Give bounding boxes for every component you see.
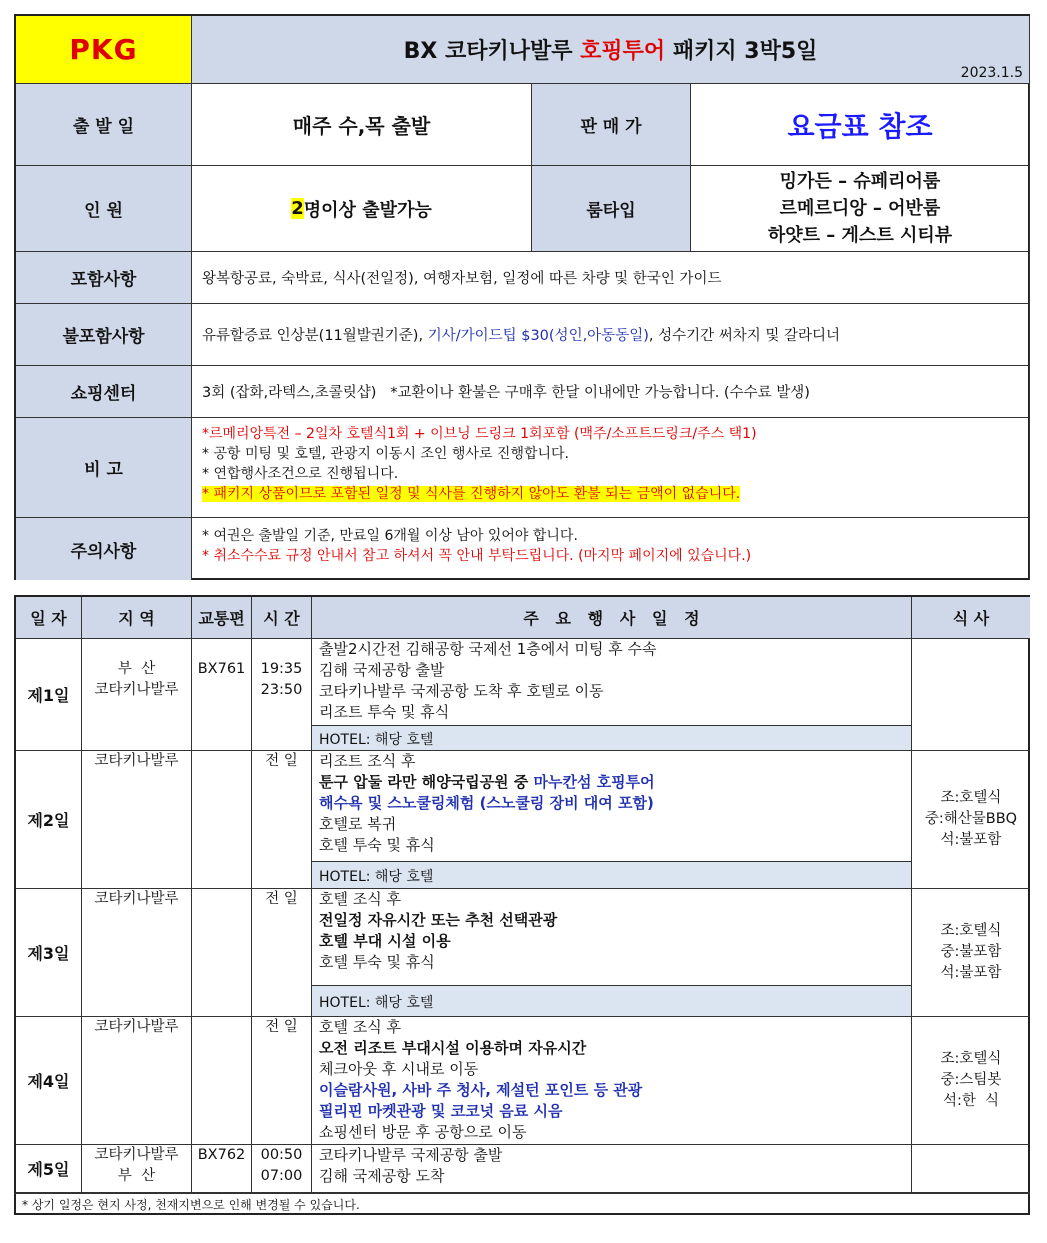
- day-meals: [912, 1145, 1030, 1193]
- day-itinerary: [312, 889, 912, 1017]
- itinerary-line: 툰구 압둘 라만 해양국립공원 중 마누칸섬 호핑투어: [319, 773, 655, 791]
- itinerary-line: 호텔로 복귀: [319, 815, 397, 833]
- day-flight: BX761: [192, 639, 252, 751]
- day-flight: BX762: [192, 1145, 252, 1193]
- itinerary-line: 오전 리조트 부대시설 이용하며 자유시간: [319, 1039, 587, 1057]
- day-itinerary: [312, 751, 912, 889]
- shopping-label: 쇼핑센터: [16, 366, 192, 418]
- itinerary-line: 호텔 투숙 및 휴식: [319, 836, 435, 854]
- day-time: 전 일: [252, 751, 312, 889]
- day-time: 19:35 23:50: [252, 639, 312, 751]
- day-region: 코타키나발루 부 산: [82, 1145, 192, 1193]
- room-type-item: 밍가든 – 슈페리어룸: [779, 171, 941, 192]
- day-time: 전 일: [252, 1017, 312, 1145]
- shopping-value: 3회 (잡화,라텍스,초콜릿샵) *교환이나 환불은 구매후 한달 이내에만 가능합니다. (수수료 발생): [192, 366, 1030, 418]
- itinerary-line: 호텔 투숙 및 휴식: [319, 953, 435, 971]
- col-header-time: 시 간: [252, 597, 312, 639]
- day-flight: [192, 1017, 252, 1145]
- day-itinerary: [312, 1145, 912, 1193]
- departure-label: 출 발 일: [16, 84, 192, 166]
- itinerary-line: 이슬람사원, 사바 주 청사, 제설턴 포인트 등 관광: [319, 1081, 643, 1099]
- hotel-row: HOTEL: 해당 호텔: [312, 861, 911, 889]
- day-meals: 조:호텔식 중:스팀봇 석:한 식: [912, 1017, 1030, 1145]
- itinerary-line: 김해 국제공항 출발: [319, 661, 445, 679]
- day-itinerary: [312, 1017, 912, 1145]
- price-value: 요금표 참조: [691, 84, 1030, 166]
- col-header-day: 일 자: [16, 597, 82, 639]
- hotel-row: HOTEL: 해당 호텔: [312, 985, 911, 1017]
- day-time: 00:50 07:00: [252, 1145, 312, 1193]
- departure-value: 매주 수,목 출발: [192, 84, 532, 166]
- people-label: 인 원: [16, 166, 192, 252]
- hotel-row: HOTEL: 해당 호텔: [312, 725, 911, 751]
- itinerary-line: 필리핀 마켓관광 및 코코넛 음료 시음: [319, 1102, 563, 1120]
- day-region: 코타키나발루: [82, 1017, 192, 1145]
- schedule-table: [14, 595, 1030, 1215]
- note-value: [192, 418, 1030, 518]
- note-line: * 공항 미팅 및 호텔, 관광지 이동시 조인 행사로 진행합니다.: [202, 446, 570, 462]
- note-line: * 패키지 상품이므로 포함된 일정 및 식사를 진행하지 않아도 환불 되는 금액이 없습니다.: [202, 486, 741, 502]
- day-time: 전 일: [252, 889, 312, 1017]
- itinerary-line: 코타키나발루 국제공항 출발: [319, 1146, 503, 1164]
- room-label: 룸타입: [532, 166, 691, 252]
- document-date: 2023.1.5: [960, 65, 1023, 81]
- itinerary-line: 호텔 부대 시설 이용: [319, 932, 451, 950]
- people-value: 2 명이상 출발가능: [192, 166, 532, 252]
- day-flight: [192, 751, 252, 889]
- itinerary-line: 쇼핑센터 방문 후 공항으로 이동: [319, 1123, 527, 1141]
- itinerary-line: 해수욕 및 스노쿨링체험 (스노쿨링 장비 대여 포함): [319, 794, 654, 812]
- day-itinerary: [312, 639, 912, 751]
- day-region: 코타키나발루: [82, 889, 192, 1017]
- itinerary-line: 전일정 자유시간 또는 추천 선택관광: [319, 911, 558, 929]
- itinerary-line: 김해 국제공항 도착: [319, 1167, 445, 1185]
- room-types: [691, 166, 1030, 252]
- col-header-flight: 교통편: [192, 597, 252, 639]
- itinerary-line: 출발2시간전 김해공항 국제선 1층에서 미팅 후 수속: [319, 640, 657, 658]
- itinerary-line: 호텔 조식 후: [319, 890, 401, 908]
- note-label: 비 고: [16, 418, 192, 518]
- package-title: BX 코타키나발루 호핑투어 패키지 3박5일 2023.1.5: [192, 16, 1030, 84]
- itinerary-line: 호텔 조식 후: [319, 1018, 401, 1036]
- caution-value: [192, 518, 1030, 580]
- note-line: * 연합행사조건으로 진행됩니다.: [202, 466, 399, 482]
- note-line: *르메리앙특전 – 2일차 호텔식1회 + 이브닝 드링크 1회포함 (맥주/소프트드링크/주스 택1): [202, 426, 757, 442]
- day-meals: 조:호텔식 중:불포함 석:불포함: [912, 889, 1030, 1017]
- day-label: 제1일: [16, 639, 82, 751]
- exclude-label: 불포함사항: [16, 304, 192, 366]
- price-label: 판 매 가: [532, 84, 691, 166]
- room-type-item: 르메르디앙 – 어반룸: [779, 198, 941, 219]
- day-label: 제3일: [16, 889, 82, 1017]
- pkg-badge: PKG: [16, 16, 192, 84]
- day-label: 제2일: [16, 751, 82, 889]
- caution-line: * 여권은 출발일 기준, 만료일 6개월 이상 남아 있어야 합니다.: [202, 528, 578, 544]
- day-region: 코타키나발루: [82, 751, 192, 889]
- include-value: 왕복항공료, 숙박료, 식사(전일정), 여행자보험, 일정에 따른 차량 및 한국인 가이드: [192, 252, 1030, 304]
- package-info-table: [14, 14, 1030, 580]
- day-meals: [912, 639, 1030, 751]
- itinerary-line: 리조트 투숙 및 휴식: [319, 703, 450, 721]
- col-header-region: 지 역: [82, 597, 192, 639]
- day-region: 부 산 코타키나발루: [82, 639, 192, 751]
- itinerary-line: 리조트 조식 후: [319, 752, 416, 770]
- day-label: 제4일: [16, 1017, 82, 1145]
- itinerary-line: 코타키나발루 국제공항 도착 후 호텔로 이동: [319, 682, 604, 700]
- col-header-meals: 식 사: [912, 597, 1030, 639]
- day-flight: [192, 889, 252, 1017]
- include-label: 포함사항: [16, 252, 192, 304]
- day-label: 제5일: [16, 1145, 82, 1193]
- col-header-itinerary: 주 요 행 사 일 정: [312, 597, 912, 639]
- schedule-footnote: * 상기 일정은 현지 사정, 천재지변으로 인해 변경될 수 있습니다.: [14, 1193, 1030, 1215]
- day-meals: 조:호텔식 중:해산물BBQ 석:불포함: [912, 751, 1030, 889]
- room-type-item: 하얏트 – 게스트 시티뷰: [767, 225, 953, 246]
- exclude-value: 유류할증료 인상분(11월발권기준), 기사/가이드팁 $30(성인,아동동일), 성수기간 써차지 및 갈라디너: [192, 304, 1030, 366]
- caution-label: 주의사항: [16, 518, 192, 580]
- itinerary-line: 체크아웃 후 시내로 이동: [319, 1060, 479, 1078]
- caution-line: * 취소수수료 규정 안내서 참고 하셔서 꼭 안내 부탁드립니다. (마지막 페이지에 있습니다.): [202, 548, 752, 564]
